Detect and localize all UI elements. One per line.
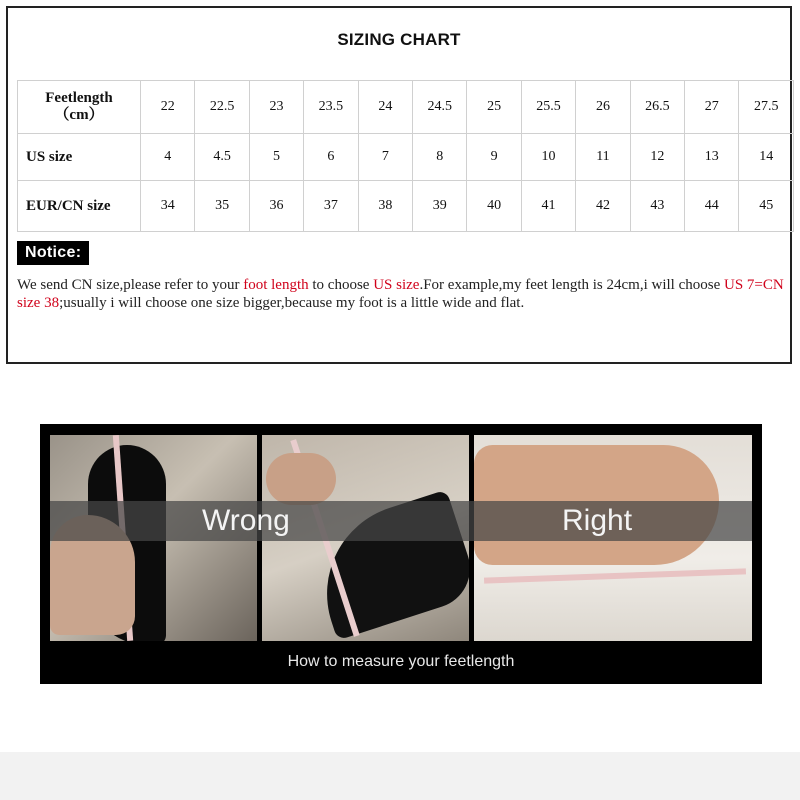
hand-shape xyxy=(266,453,336,505)
us-size-cell: 13 xyxy=(685,134,739,181)
us-size-cell: 4 xyxy=(141,134,195,181)
feetlength-cell: 26.5 xyxy=(630,81,684,134)
us-size-cell: 14 xyxy=(739,134,794,181)
us-size-cell: 10 xyxy=(521,134,575,181)
notice-text-segment: ;usually i will choose one size bigger,because my foot is a little wide and flat. xyxy=(59,295,525,311)
sizing-table xyxy=(17,80,794,232)
eur-cn-size-cell: 40 xyxy=(467,181,521,232)
us-size-cell: 12 xyxy=(630,134,684,181)
eur-cn-size-cell: 36 xyxy=(249,181,303,232)
feetlength-cell: 25 xyxy=(467,81,521,134)
eur-cn-size-cell: 42 xyxy=(576,181,630,232)
eur-cn-size-header: EUR/CN size xyxy=(18,181,141,232)
right-label: Right xyxy=(562,504,633,537)
eur-cn-size-cell: 38 xyxy=(358,181,412,232)
us-size-cell: 7 xyxy=(358,134,412,181)
eur-cn-size-cell: 39 xyxy=(413,181,467,232)
feetlength-cell: 23 xyxy=(249,81,303,134)
wrong-label: Wrong xyxy=(202,504,290,537)
eur-cn-size-row xyxy=(18,181,794,232)
footer-band xyxy=(0,752,800,800)
feetlength-cell: 24.5 xyxy=(413,81,467,134)
notice-highlight-size-example: US 7=CN size 38 xyxy=(17,277,784,311)
notice-text-segment: .For example,my feet length is 24cm,i will choose xyxy=(419,277,724,293)
notice-text xyxy=(17,276,792,312)
feetlength-unit: （cm） xyxy=(54,107,104,123)
feetlength-cell: 27 xyxy=(685,81,739,134)
us-size-cell: 11 xyxy=(576,134,630,181)
feetlength-cell: 22.5 xyxy=(195,81,249,134)
notice-highlight-us-size: US size xyxy=(373,277,420,293)
us-size-header: US size xyxy=(18,134,141,181)
feetlength-cell: 25.5 xyxy=(521,81,575,134)
label-overlay-band xyxy=(50,501,752,541)
us-size-cell: 5 xyxy=(249,134,303,181)
eur-cn-size-cell: 37 xyxy=(304,181,358,232)
measure-banner xyxy=(40,424,762,684)
eur-cn-size-cell: 43 xyxy=(630,181,684,232)
notice-highlight-foot-length: foot length xyxy=(243,277,309,293)
us-size-cell: 8 xyxy=(413,134,467,181)
feetlength-header xyxy=(18,81,141,134)
notice-text-segment: to choose xyxy=(308,277,374,293)
chart-title: SIZING CHART xyxy=(337,30,461,49)
eur-cn-size-cell: 45 xyxy=(739,181,794,232)
feetlength-cell: 26 xyxy=(576,81,630,134)
notice-text-segment: We send CN size,please refer to your xyxy=(17,277,244,293)
us-size-cell: 6 xyxy=(304,134,358,181)
measure-caption: How to measure your feetlength xyxy=(287,653,515,670)
feetlength-cell: 23.5 xyxy=(304,81,358,134)
eur-cn-size-cell: 34 xyxy=(141,181,195,232)
feetlength-label: Feetlength xyxy=(45,90,113,106)
us-size-cell: 9 xyxy=(467,134,521,181)
us-size-row xyxy=(18,134,794,181)
eur-cn-size-cell: 35 xyxy=(195,181,249,232)
feetlength-row xyxy=(18,81,794,134)
eur-cn-size-cell: 44 xyxy=(685,181,739,232)
feetlength-cell: 27.5 xyxy=(739,81,794,134)
measuring-tape xyxy=(484,568,746,583)
feetlength-cell: 24 xyxy=(358,81,412,134)
notice-label: Notice: xyxy=(17,241,89,265)
us-size-cell: 4.5 xyxy=(195,134,249,181)
feetlength-cell: 22 xyxy=(141,81,195,134)
sizing-chart-card xyxy=(6,6,792,364)
eur-cn-size-cell: 41 xyxy=(521,181,575,232)
